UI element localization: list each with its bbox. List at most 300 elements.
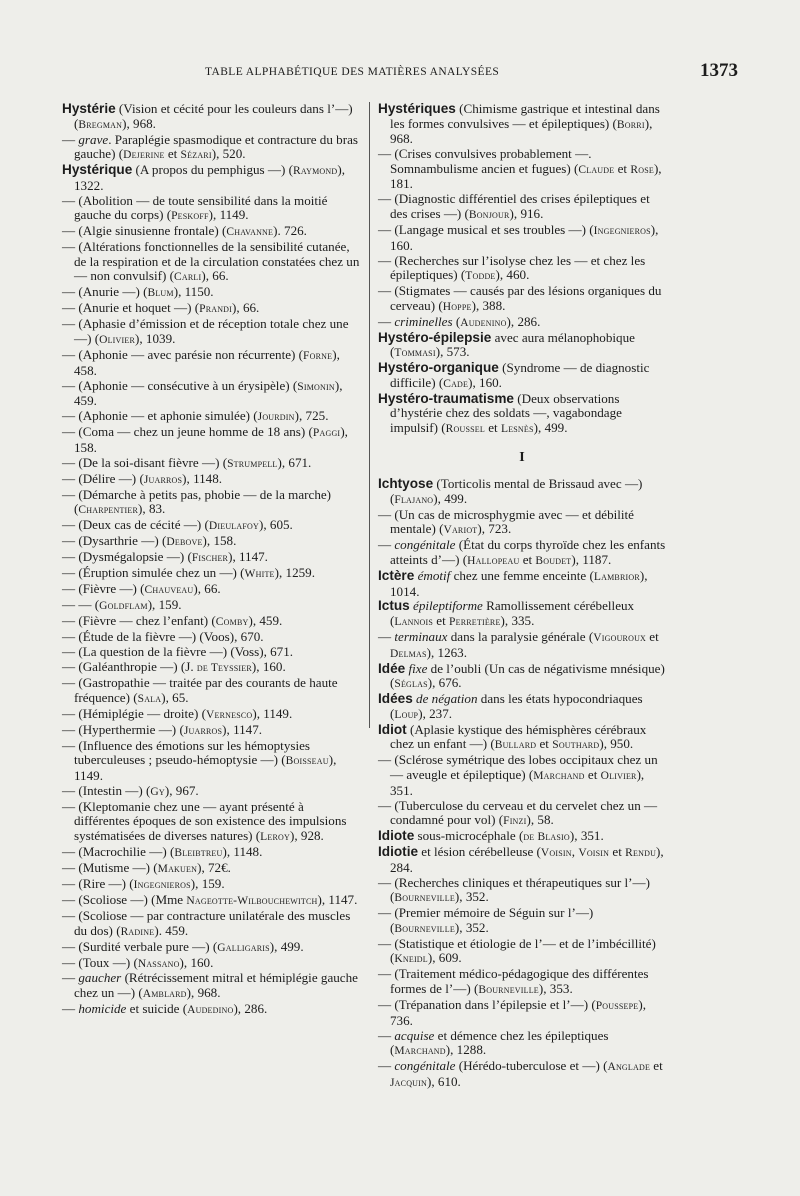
index-entry <box>378 753 666 798</box>
entry-heading: Ictère <box>378 567 415 583</box>
entry-text: — (Fièvre — chez l’enfant) ( <box>62 613 216 629</box>
entry-reference: ), 499. <box>269 938 304 954</box>
entry-author: Audenino <box>460 316 507 329</box>
entry-reference: ), 916. <box>509 205 544 221</box>
entry-text: , <box>571 844 579 860</box>
left-column <box>62 102 360 1018</box>
entry-subheading: terminaux <box>394 629 448 645</box>
entry-author: Boisseau <box>285 755 329 768</box>
entry-text: — (Trépanation dans l’épilepsie et l’—) ( <box>378 997 596 1012</box>
entry-reference: ), 66. <box>232 300 260 316</box>
index-entry <box>62 488 360 518</box>
entry-author: Debove <box>166 536 203 549</box>
running-header <box>60 60 738 88</box>
header-title: TABLE ALPHABÉTIQUE DES MATIÈRES ANALYSÉES <box>205 66 500 78</box>
column-divider <box>369 102 370 728</box>
entry-author: Voisin <box>540 847 572 860</box>
entry-reference: ), 1259. <box>274 565 315 581</box>
entry-text: sous-microcéphale ( <box>414 828 524 844</box>
entry-reference: ), 159. <box>190 875 225 891</box>
index-entry <box>62 163 360 193</box>
entry-heading: Hystéro-traumatisme <box>378 390 514 406</box>
entry-reference: ), 351. <box>569 828 604 844</box>
entry-text: — (Kleptomanie chez une — ayant présenté à différentes époques de son existence des impulsions systématisées de diverses natures) ( <box>62 798 347 844</box>
entry-dash: — <box>62 131 79 147</box>
entry-author: Séglas <box>394 678 428 691</box>
entry-text: et <box>650 1058 663 1074</box>
entry-dash: — <box>378 1027 395 1043</box>
entry-text: de l’oubli (Un cas de négativisme mnésique) ( <box>390 660 665 691</box>
entry-subheading: criminelles <box>394 313 453 329</box>
index-entry <box>62 676 360 706</box>
entry-author: Cade <box>443 377 469 390</box>
index-entry <box>378 998 666 1028</box>
entry-reference: ), 671. <box>277 454 312 470</box>
index-entry <box>62 379 360 409</box>
entry-text: dans les états hypocondriaques ( <box>390 691 643 721</box>
entry-text: — — ( <box>62 597 100 613</box>
index-entry <box>378 599 666 629</box>
entry-reference: ), 72€. <box>197 859 231 875</box>
entry-author: de Blasio <box>523 831 570 844</box>
entry-text: — (Aphonie — avec parésie non récurrente) ( <box>62 347 304 363</box>
index-entry <box>62 893 360 909</box>
entry-text: — (Traitement médico-pédagogique des différentes formes de l’—) ( <box>378 966 649 997</box>
right-column-h-entries <box>378 102 666 437</box>
entry-reference: ). 459. <box>154 922 189 938</box>
entry-author: Radine <box>120 925 155 938</box>
entry-reference: ), 1147. <box>222 721 263 737</box>
index-entry <box>378 662 666 692</box>
index-entry <box>378 147 666 192</box>
index-entry <box>62 660 360 676</box>
entry-reference: ), 676. <box>427 675 462 691</box>
entry-author: Chavanne <box>226 226 274 239</box>
entry-author: Hallopeau <box>467 554 520 567</box>
entry-text: (Syndrome — de diagnostic difficile) ( <box>390 360 650 390</box>
entry-text: — (Abolition — de toute sensibilité dans la moitié gauche du corps) ( <box>62 192 328 223</box>
entry-author: Carli <box>174 271 202 284</box>
index-entry <box>62 425 360 455</box>
entry-text: (Rétrécissement mitral et hémiplégie gauche chez un —) ( <box>74 970 358 1001</box>
entry-author: Nassano <box>137 957 180 970</box>
entry-text: dans la paralysie générale ( <box>447 629 594 645</box>
entry-author: Makuen <box>157 862 198 875</box>
entry-author: Bourneville <box>394 892 455 905</box>
entry-author: de Teyssier <box>196 662 252 675</box>
entry-reference: ), 1149. <box>208 207 249 223</box>
entry-text: (Torticolis mental de Brissaud avec —) ( <box>390 476 643 506</box>
entry-author: Dejerine <box>123 149 165 162</box>
entry-reference: ), 160. <box>179 954 214 970</box>
entry-author: Jacquin <box>390 1076 427 1089</box>
entry-author: Claude <box>578 163 615 176</box>
entry-text: (Vision et cécité pour les couleurs dans l’—) ( <box>74 101 353 131</box>
section-letter: I <box>519 449 525 465</box>
entry-reference: ), 723. <box>477 521 512 537</box>
entry-text: et <box>164 146 181 162</box>
entry-heading: Idiot <box>378 721 407 737</box>
entry-text: et <box>484 419 501 435</box>
entry-author: Marchand <box>533 769 585 782</box>
entry-author: Voisin <box>578 847 610 860</box>
entry-author: Ingegnieros <box>593 224 651 237</box>
entry-author: Raymond <box>293 165 338 178</box>
entry-reference: ), 459. <box>74 377 343 409</box>
entry-reference: ), 1149. <box>74 752 337 783</box>
entry-text: avec aura mélanophobique ( <box>390 329 635 360</box>
entry-text: (État du corps thyroïde chez les enfants atteints d’—) ( <box>390 537 666 567</box>
entry-italic: de négation <box>416 691 478 707</box>
entry-reference: ), 58. <box>526 812 554 828</box>
index-entry <box>378 937 666 967</box>
entry-text: — (Dysmégalopsie —) ( <box>62 549 192 565</box>
entry-text: — (Anurie et hoquet —) ( <box>62 300 200 316</box>
entry-author: Vernesco <box>206 708 253 721</box>
entry-reference: ), 968. <box>186 985 221 1001</box>
entry-subheading: acquise <box>394 1027 435 1043</box>
entry-reference: ), 1039. <box>135 331 176 347</box>
entry-reference: ), 573. <box>435 344 470 360</box>
entry-reference: ), 352. <box>454 919 489 935</box>
entry-heading: Hystéro-épilepsie <box>378 329 492 345</box>
entry-author: Sala <box>137 692 162 705</box>
entry-author: Lambrior <box>593 570 640 583</box>
index-entry <box>378 1029 666 1059</box>
entry-author: Galligaris <box>217 941 270 954</box>
entry-text: (Chimisme gastrique et intestinal dans les formes convulsives — et épileptiques) ( <box>390 101 660 131</box>
entry-reference: ), 286. <box>233 1001 268 1017</box>
entry-text: — (Tuberculose du cerveau et du cervelet chez un — condamné pour vol) ( <box>378 797 658 828</box>
entry-text: — (Éruption simulée chez un —) ( <box>62 565 245 581</box>
index-entry <box>378 829 666 845</box>
index-entry <box>62 861 360 877</box>
entry-author: Juarros <box>183 724 223 737</box>
entry-dash: — <box>62 1001 79 1017</box>
entry-reference: ), 83. <box>138 501 166 517</box>
index-entry <box>378 508 666 538</box>
entry-text: — (Sclérose symétrique des lobes occipitaux chez un — aveugle et épileptique) ( <box>378 752 658 782</box>
entry-dash: — <box>378 313 395 329</box>
entry-reference: ), 1263. <box>426 644 467 660</box>
index-entry <box>62 956 360 972</box>
index-entry <box>62 784 360 800</box>
entry-text: — (Scoliose —) (Mme <box>62 891 187 907</box>
index-entry <box>62 301 360 317</box>
entry-author: Bourneville <box>394 922 455 935</box>
entry-author: Perretière <box>449 616 501 629</box>
entry-author: Amblard <box>142 988 187 1001</box>
entry-author: Strumpell <box>227 457 278 470</box>
entry-author: Vigouroux <box>593 632 647 645</box>
index-entry <box>378 223 666 253</box>
index-entry <box>62 224 360 240</box>
entry-text: — (Premier mémoire de Séguin sur l’—) ( <box>378 905 594 935</box>
entry-text: — (Statistique et étiologie de l’— et de l’imbécillité) ( <box>378 935 656 966</box>
entry-reference: ), 159. <box>147 597 182 613</box>
entry-text: et lésion cérébelleuse ( <box>418 844 541 860</box>
entry-author: Finzi <box>503 815 527 828</box>
entry-text: — (Gastropathie — traitée par des courants de haute fréquence) ( <box>62 675 338 705</box>
entry-text: — (Mutisme —) ( <box>62 859 158 875</box>
entry-author: Roussel <box>445 422 485 435</box>
entry-author: Blum <box>147 287 174 300</box>
entry-reference: ), 1148. <box>182 470 223 486</box>
entry-heading: Hystérie <box>62 101 116 116</box>
entry-author: Rendu <box>625 847 657 860</box>
index-entry <box>62 566 360 582</box>
index-entry <box>62 518 360 534</box>
entry-text: — (Démarche à petits pas, phobie — de la marche) ( <box>62 486 332 517</box>
entry-author: Lesnès <box>500 422 534 435</box>
entry-text: — (Aphonie — et aphonie simulée) ( <box>62 408 258 424</box>
entry-reference: ), 736. <box>390 997 647 1028</box>
entry-reference: ), 158. <box>202 533 237 549</box>
entry-author: Nageotte-Wilbouchewitch <box>186 894 318 907</box>
entry-reference: ). 726. <box>273 223 307 239</box>
entry-text: — (Fièvre —) ( <box>62 581 145 597</box>
entry-reference: ), 950. <box>599 736 634 752</box>
entry-reference: ), 160. <box>468 374 502 390</box>
entry-reference: ), 1150. <box>173 284 214 300</box>
entry-author: Paggi <box>312 427 341 440</box>
entry-author: Flajano <box>394 493 434 506</box>
entry-author: Boudet <box>535 554 572 567</box>
index-entry <box>378 876 666 906</box>
entry-reference: ), 460. <box>495 267 530 283</box>
entry-text: — (Influence des émotions sur les hémoptysies tuberculeuses ; pseudo-hémoptysie —) ( <box>62 737 311 768</box>
entry-text: — (Dysarthrie —) ( <box>62 533 167 549</box>
entry-author: Forne <box>303 350 333 363</box>
entry-author: Leroy <box>260 831 290 844</box>
entry-reference: ), 1148. <box>222 844 263 859</box>
page-number: 1373 <box>700 60 738 81</box>
entry-reference: ), 66. <box>193 581 221 597</box>
index-entry <box>378 284 666 314</box>
entry-reference: ), 610. <box>427 1073 461 1089</box>
entry-reference: ), 1149. <box>252 705 293 721</box>
index-entry <box>62 550 360 566</box>
index-entry <box>62 598 360 614</box>
entry-reference: ), 1322. <box>74 162 345 193</box>
entry-text: — (Scoliose — par contracture unilatérale des muscles du dos) ( <box>62 907 351 938</box>
entry-heading: Idées <box>378 691 413 707</box>
entry-text: — (Anurie —) ( <box>62 284 148 300</box>
entry-author: Bullard <box>494 739 537 752</box>
entry-text: — (De la soi-disant fièvre —) ( <box>62 454 228 470</box>
entry-text: et <box>614 160 631 176</box>
index-entry <box>378 538 666 568</box>
entry-author: Kneidl <box>394 953 428 966</box>
entry-reference: ), 968. <box>122 115 156 131</box>
entry-author: Comby <box>215 616 249 629</box>
entry-text: — (Délire —) ( <box>62 470 144 486</box>
entry-author: Variot <box>443 524 478 537</box>
index-entry <box>62 614 360 630</box>
index-entry <box>378 723 666 753</box>
entry-author: Loup <box>394 708 419 721</box>
entry-subheading: grave <box>78 131 109 147</box>
entry-reference: ), 499. <box>533 419 568 435</box>
entry-heading: Ictus <box>378 598 410 614</box>
entry-heading: Idée <box>378 660 406 676</box>
index-entry <box>62 723 360 739</box>
entry-author: Prandi <box>199 303 233 316</box>
entry-text: et <box>536 736 553 752</box>
index-entry <box>378 692 666 722</box>
index-entry <box>62 102 360 132</box>
index-entry <box>62 909 360 939</box>
entry-author: Borri <box>616 118 645 131</box>
entry-author: Marchand <box>394 1045 446 1058</box>
entry-author: Bregman <box>78 118 123 131</box>
entry-reference: ), 605. <box>258 517 293 533</box>
entry-text: et <box>584 766 601 782</box>
index-entry <box>62 456 360 472</box>
entry-text: et <box>433 613 450 629</box>
index-entry <box>62 971 360 1001</box>
entry-reference: ), 499. <box>433 490 468 506</box>
entry-author: Goldflam <box>99 600 148 613</box>
entry-author: Poussepe <box>595 1000 639 1012</box>
index-entry <box>62 348 360 378</box>
index-entry <box>62 1002 360 1018</box>
entry-reference: ), 351. <box>390 766 645 798</box>
entry-text: — (Altérations fonctionnelles de la sensibilité cutanée, de la respiration et de la circulation constatées chez un — non convulsif) ( <box>62 239 360 284</box>
index-entry <box>378 1059 666 1090</box>
index-entry <box>62 845 360 861</box>
entry-reference: ), 1014. <box>390 567 648 599</box>
entry-text: — (Coma — chez un jeune homme de 18 ans) ( <box>62 424 313 440</box>
entry-text: — (Étude de la fièvre —) (Voos), 670. <box>62 629 264 645</box>
entry-author: Olivier <box>99 334 136 347</box>
index-entry <box>378 392 666 437</box>
entry-author: Lannois <box>394 616 434 629</box>
index-entry <box>62 877 360 893</box>
entry-text: . Paraplégie spasmodique et contracture du bras gauche) ( <box>74 131 358 162</box>
entry-reference: ), 353. <box>538 981 573 997</box>
index-entry <box>378 315 666 331</box>
entry-author: Delmas <box>390 647 427 660</box>
index-entry <box>62 409 360 425</box>
entry-reference: ), 458. <box>74 347 340 378</box>
entry-text: et <box>519 551 536 567</box>
index-entry <box>62 645 360 660</box>
entry-reference: ), 459. <box>248 613 283 629</box>
entry-text: et suicide ( <box>126 1001 188 1017</box>
index-entry <box>378 799 666 829</box>
entry-text: — (Toux —) ( <box>62 954 138 970</box>
entry-author: Charpentier <box>78 504 139 517</box>
entry-author: Hoppe <box>442 300 472 313</box>
index-entry <box>378 331 666 361</box>
entry-subheading: gaucher <box>78 970 122 986</box>
entry-text: — (Surdité verbale pure —) ( <box>62 938 218 954</box>
entry-author: Fischer <box>191 552 229 565</box>
entry-reference: ), 237. <box>418 705 453 721</box>
entry-subheading: congénitale <box>394 537 456 553</box>
entry-text: — (Galéanthropie —) (J. <box>62 659 197 675</box>
entry-text: et démence chez les épileptiques ( <box>390 1027 609 1058</box>
entry-text: — (Hémiplégie — droite) ( <box>62 705 206 721</box>
entry-italic: épileptiforme <box>413 598 483 614</box>
entry-text: — (Macrochilie —) ( <box>62 844 175 859</box>
index-entry <box>62 285 360 301</box>
entry-author: Bourneville <box>478 984 539 997</box>
index-entry <box>62 472 360 488</box>
entry-text: et <box>609 844 626 860</box>
entry-reference: ), 928. <box>289 828 324 844</box>
entry-heading: Hystériques <box>378 101 456 116</box>
index-entry <box>378 569 666 599</box>
index-entry <box>62 194 360 224</box>
entry-reference: ), 1147. <box>228 549 268 565</box>
index-entry <box>378 967 666 997</box>
entry-text: Ramollissement cérébelleux ( <box>390 598 635 629</box>
entry-text: (Aplasie kystique des hémisphères cérébraux chez un enfant —) ( <box>390 721 647 752</box>
entry-author: Simonin <box>297 380 335 393</box>
entry-text: — (Aphasie d’émission et de réception totale chez une —) ( <box>62 316 349 347</box>
entry-author: Dieulafoy <box>208 520 259 533</box>
entry-text: — (Recherches sur l’isolyse chez les — et chez les épileptiques) ( <box>378 252 646 283</box>
entry-dash: — <box>62 970 79 986</box>
index-entry <box>62 582 360 598</box>
entry-author: Jourdin <box>257 411 295 424</box>
entry-author: Bonjour <box>468 208 510 221</box>
entry-reference: ), 160. <box>251 659 286 675</box>
index-entry <box>378 477 666 507</box>
entry-text: — (La question de la fièvre —) (Voss), 671. <box>62 644 294 660</box>
index-entry <box>62 630 360 645</box>
entry-author: Gy <box>150 785 165 798</box>
entry-author: White <box>244 568 275 581</box>
entry-text: — (Diagnostic différentiel des crises épileptiques et des crises —) ( <box>378 191 650 221</box>
entry-author: Juarros <box>143 473 183 486</box>
entry-dash: — <box>378 1058 395 1074</box>
entry-reference: ), 968. <box>390 115 653 147</box>
entry-text: et <box>646 629 659 645</box>
index-entry <box>378 102 666 147</box>
entry-author: Audedino <box>187 1004 234 1017</box>
index-entry <box>62 707 360 723</box>
entry-text: — (Crises convulsives probablement —. Somnambulisme ancien et fugues) ( <box>378 146 592 176</box>
entry-heading: Idiotie <box>378 844 419 860</box>
entry-reference: ), 158. <box>74 424 348 455</box>
entry-author: Sézari <box>180 149 212 162</box>
entry-text: (A propos du pemphigus —) ( <box>132 162 294 178</box>
entry-text: (Deux observations d’hystérie chez des soldats —, vagabondage impulsif) ( <box>390 390 622 435</box>
entry-author: Peskoff <box>171 210 209 223</box>
entry-text: — (Intestin —) ( <box>62 782 151 798</box>
entry-text: — (Hyperthermie —) ( <box>62 721 184 737</box>
index-entry <box>378 845 666 875</box>
entry-author: Anglade <box>607 1061 651 1074</box>
entry-reference: ), 65. <box>161 689 189 705</box>
entry-reference: ), 609. <box>427 950 462 966</box>
entry-reference: ), 284. <box>390 844 664 875</box>
entry-author: Southard <box>552 739 600 752</box>
entry-reference: ), 1288. <box>445 1042 487 1058</box>
index-entry <box>378 192 666 222</box>
entry-reference: ), 388. <box>471 297 506 313</box>
entry-dash: — <box>378 537 395 553</box>
entry-reference: ), 725. <box>294 408 329 424</box>
entry-author: Bleibtreu <box>174 847 223 859</box>
entry-author: Todde <box>465 270 496 283</box>
entry-author: Tommasi <box>394 347 436 360</box>
entry-italic: fixe <box>408 660 428 676</box>
index-entry <box>378 361 666 391</box>
